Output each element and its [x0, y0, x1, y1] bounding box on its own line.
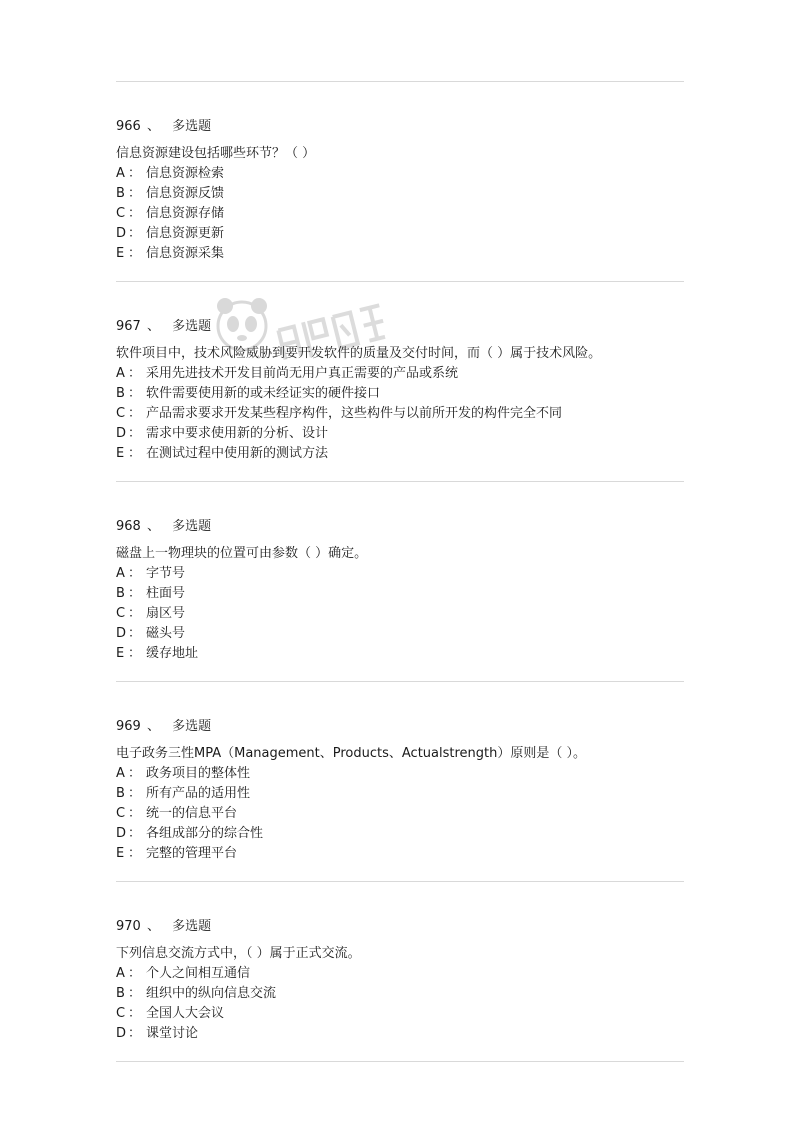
option-c	[116, 804, 696, 824]
option-letter: B	[116, 586, 125, 601]
option-letter: C	[116, 206, 126, 221]
option-text: 全国人大会议	[146, 1006, 225, 1021]
option-colon: ：	[128, 766, 142, 781]
option-colon: ：	[128, 166, 142, 181]
option-letter: B	[116, 786, 125, 801]
option-text: 扇区号	[146, 606, 186, 621]
question-separator: 、	[146, 919, 160, 934]
option-text: 组织中的纵向信息交流	[146, 986, 277, 1001]
divider	[116, 681, 684, 682]
option-letter: D	[116, 426, 127, 441]
option-colon: ：	[128, 446, 142, 461]
option-a	[116, 764, 696, 784]
option-text: 采用先进技术开发目前尚无用户真正需要的产品或系统	[146, 366, 459, 381]
option-colon: ：	[128, 1006, 142, 1021]
option-text: 字节号	[146, 566, 186, 581]
option-colon: ：	[128, 626, 142, 641]
option-d	[116, 824, 696, 844]
question-stem: 磁盘上一物理块的位置可由参数（ ）确定。	[116, 546, 368, 561]
option-text: 需求中要求使用新的分析、设计	[146, 426, 329, 441]
option-b	[116, 584, 696, 604]
option-letter: E	[116, 646, 125, 661]
option-text: 缓存地址	[146, 646, 199, 661]
question-968	[116, 517, 696, 664]
option-colon: ：	[128, 386, 142, 401]
divider	[116, 481, 684, 482]
option-c	[116, 1004, 696, 1024]
option-c	[116, 404, 696, 424]
option-a	[116, 364, 696, 384]
option-colon: ：	[128, 966, 142, 981]
divider	[116, 1061, 684, 1062]
option-text: 统一的信息平台	[146, 806, 238, 821]
option-text: 所有产品的适用性	[146, 786, 251, 801]
question-separator: 、	[146, 319, 160, 334]
question-967	[116, 317, 696, 464]
option-letter: A	[116, 166, 125, 181]
question-type: 多选题	[172, 319, 212, 334]
option-colon: ：	[128, 366, 142, 381]
question-type: 多选题	[172, 719, 212, 734]
option-text: 各组成部分的综合性	[146, 826, 264, 841]
question-type: 多选题	[172, 519, 212, 534]
option-e	[116, 244, 696, 264]
question-number: 970	[116, 919, 141, 934]
option-letter: C	[116, 606, 126, 621]
option-b	[116, 784, 696, 804]
option-e	[116, 444, 696, 464]
question-stem: 软件项目中，技术风险威胁到要开发软件的质量及交付时间，而（ ）属于技术风险。	[116, 346, 602, 361]
option-letter: A	[116, 766, 125, 781]
option-letter: D	[116, 226, 127, 241]
question-966	[116, 117, 696, 264]
option-text: 信息资源采集	[146, 246, 225, 261]
option-letter: A	[116, 966, 125, 981]
question-number: 968	[116, 519, 141, 534]
option-text: 信息资源检索	[146, 166, 225, 181]
question-header	[116, 917, 696, 937]
question-separator: 、	[146, 519, 160, 534]
option-text: 个人之间相互通信	[146, 966, 251, 981]
option-colon: ：	[128, 586, 142, 601]
option-colon: ：	[128, 646, 142, 661]
question-separator: 、	[146, 119, 160, 134]
option-d	[116, 624, 696, 644]
divider	[116, 281, 684, 282]
question-number: 966	[116, 119, 141, 134]
option-b	[116, 984, 696, 1004]
option-text: 完整的管理平台	[146, 846, 238, 861]
option-text: 柱面号	[146, 586, 186, 601]
option-text: 磁头号	[146, 626, 186, 641]
option-c	[116, 604, 696, 624]
option-d	[116, 224, 696, 244]
option-text: 政务项目的整体性	[146, 766, 251, 781]
question-header	[116, 117, 696, 137]
option-colon: ：	[128, 186, 142, 201]
option-a	[116, 564, 696, 584]
option-letter: E	[116, 246, 125, 261]
option-colon: ：	[128, 806, 142, 821]
option-colon: ：	[128, 986, 142, 1001]
divider	[116, 881, 684, 882]
option-letter: E	[116, 846, 125, 861]
option-letter: C	[116, 1006, 126, 1021]
option-a	[116, 964, 696, 984]
option-a	[116, 164, 696, 184]
option-letter: B	[116, 386, 125, 401]
option-letter: D	[116, 826, 127, 841]
question-stem: 下列信息交流方式中，（ ）属于正式交流。	[116, 946, 361, 961]
question-header	[116, 317, 696, 337]
option-text: 信息资源反馈	[146, 186, 225, 201]
option-text: 信息资源存储	[146, 206, 225, 221]
question-970	[116, 917, 696, 1044]
question-969	[116, 717, 696, 864]
option-letter: E	[116, 446, 125, 461]
option-colon: ：	[128, 226, 142, 241]
option-colon: ：	[128, 786, 142, 801]
option-letter: D	[116, 1026, 127, 1041]
question-type: 多选题	[172, 119, 212, 134]
option-b	[116, 184, 696, 204]
option-letter: B	[116, 986, 125, 1001]
option-letter: C	[116, 806, 126, 821]
option-d	[116, 424, 696, 444]
option-colon: ：	[128, 426, 142, 441]
option-colon: ：	[128, 246, 142, 261]
question-type: 多选题	[172, 919, 212, 934]
option-text: 软件需要使用新的或未经证实的硬件接口	[146, 386, 381, 401]
option-letter: A	[116, 366, 125, 381]
question-stem: 电子政务三性MPA（Management、Products、Actualstrength）原则是（ ）。	[116, 746, 586, 761]
option-text: 在测试过程中使用新的测试方法	[146, 446, 329, 461]
option-colon: ：	[128, 606, 142, 621]
divider	[116, 81, 684, 82]
option-colon: ：	[128, 566, 142, 581]
question-number: 967	[116, 319, 141, 334]
option-text: 课堂讨论	[146, 1026, 199, 1041]
option-letter: C	[116, 406, 126, 421]
option-c	[116, 204, 696, 224]
option-letter: A	[116, 566, 125, 581]
question-number: 969	[116, 719, 141, 734]
option-e	[116, 844, 696, 864]
question-header	[116, 717, 696, 737]
option-text: 产品需求要求开发某些程序构件，这些构件与以前所开发的构件完全不同	[146, 406, 563, 421]
question-header	[116, 517, 696, 537]
question-separator: 、	[146, 719, 160, 734]
option-text: 信息资源更新	[146, 226, 225, 241]
option-colon: ：	[128, 846, 142, 861]
option-colon: ：	[128, 206, 142, 221]
option-letter: D	[116, 626, 127, 641]
option-b	[116, 384, 696, 404]
option-colon: ：	[128, 1026, 142, 1041]
question-stem: 信息资源建设包括哪些环节？（ ）	[116, 146, 316, 161]
option-letter: B	[116, 186, 125, 201]
option-colon: ：	[128, 826, 142, 841]
option-e	[116, 644, 696, 664]
option-colon: ：	[128, 406, 142, 421]
option-d	[116, 1024, 696, 1044]
